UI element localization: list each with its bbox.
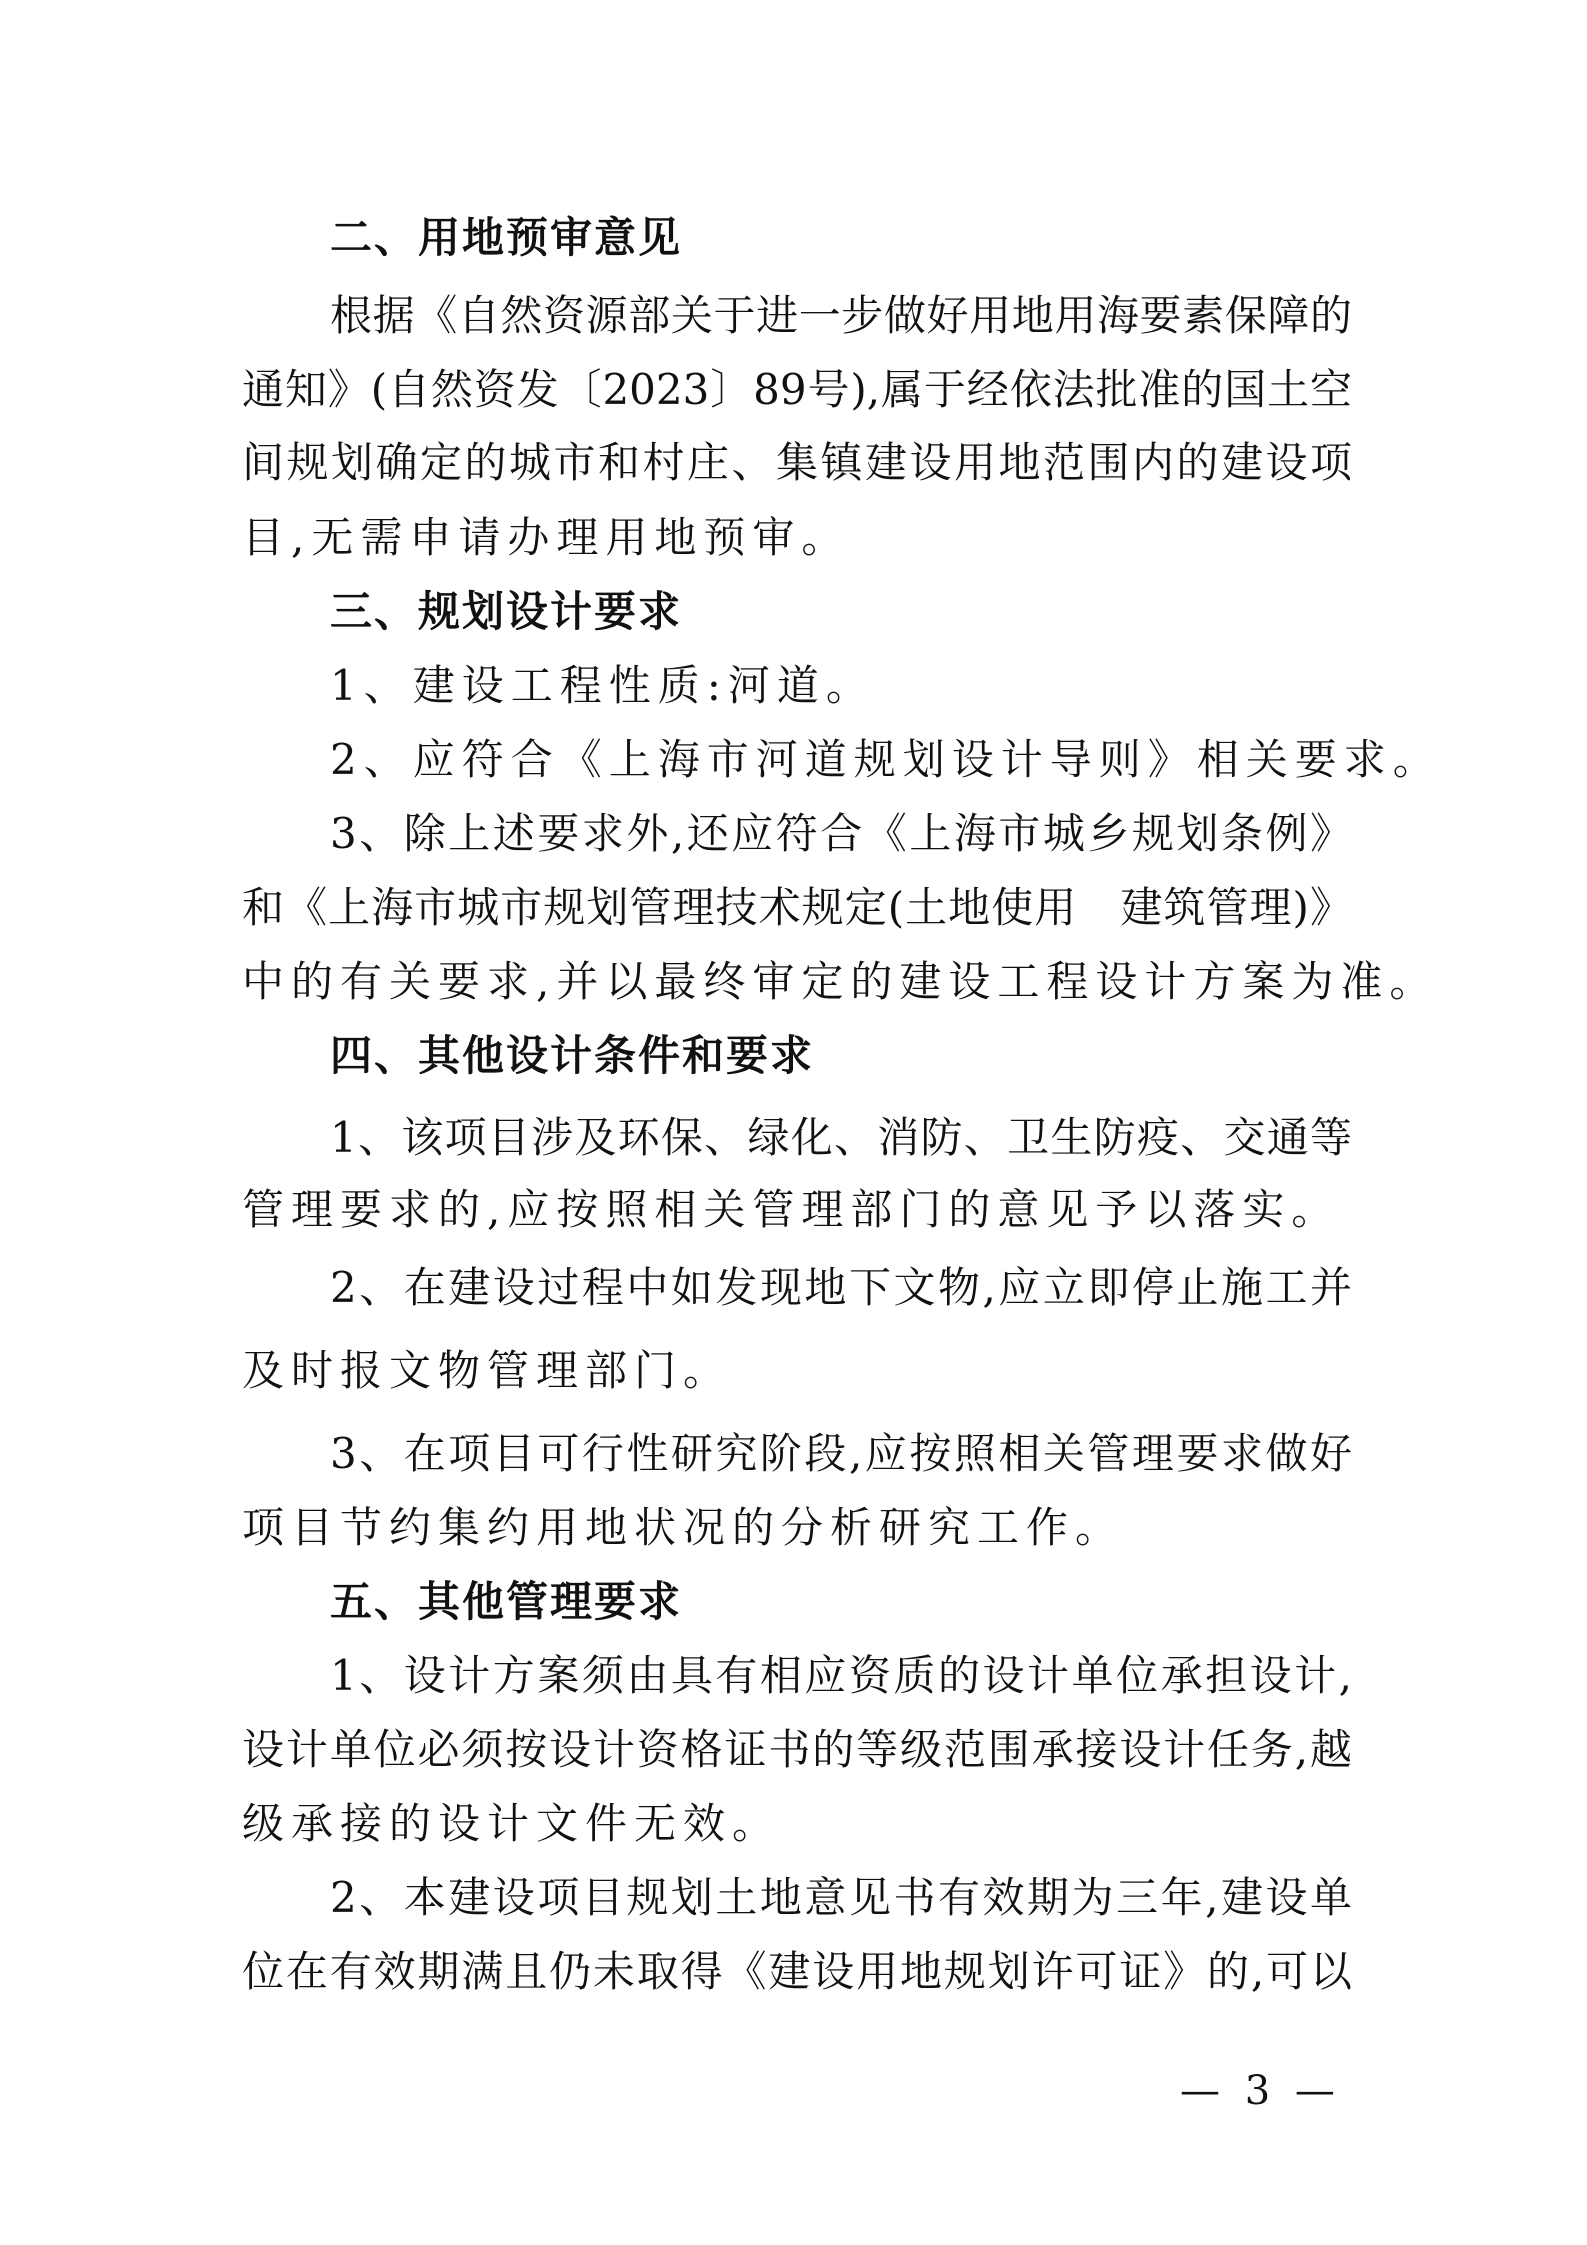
section-heading-other-management: 五、其他管理要求 (330, 1577, 683, 1626)
paragraph-line: 1、设计方案须由具有相应资质的设计单位承担设计, (330, 1651, 1352, 1700)
paragraph-line: 3、在项目可行性研究阶段,应按照相关管理要求做好 (330, 1429, 1352, 1478)
paragraph-line: 间规划确定的城市和村庄、集镇建设用地范围内的建设项 (242, 438, 1352, 487)
paragraph-line: 中的有关要求,并以最终审定的建设工程设计方案为准。 (242, 957, 1439, 1006)
paragraph-line: 1、建设工程性质:河道。 (330, 661, 875, 710)
paragraph-line: 根据《自然资源部关于进一步做好用地用海要素保障的 (330, 291, 1352, 340)
paragraph-line: 管理要求的,应按照相关管理部门的意见予以落实。 (242, 1185, 1341, 1234)
paragraph-line: 级承接的设计文件无效。 (242, 1799, 782, 1848)
paragraph-line: 设计单位必须按设计资格证书的等级范围承接设计任务,越 (242, 1725, 1352, 1774)
paragraph-line: 1、该项目涉及环保、绿化、消防、卫生防疫、交通等 (330, 1113, 1352, 1162)
page-number: — 3 — (1180, 2068, 1341, 2114)
paragraph-line: 位在有效期满且仍未取得《建设用地规划许可证》的,可以 (242, 1947, 1352, 1996)
paragraph-line: 3、除上述要求外,还应符合《上海市城乡规划条例》 (330, 809, 1352, 858)
paragraph-line: 2、在建设过程中如发现地下文物,应立即停止施工并 (330, 1263, 1352, 1312)
section-heading-land-pre-review: 二、用地预审意见 (330, 213, 683, 262)
paragraph-line: 2、应符合《上海市河道规划设计导则》相关要求。 (330, 735, 1442, 784)
section-heading-planning-design: 三、规划设计要求 (330, 587, 683, 636)
paragraph-line: 和《上海市城市规划管理技术规定(土地使用 建筑管理)》 (242, 883, 1352, 932)
section-heading-other-design-conditions: 四、其他设计条件和要求 (330, 1031, 815, 1080)
paragraph-line: 项目节约集约用地状况的分析研究工作。 (242, 1503, 1125, 1552)
paragraph-line: 目,无需申请办理用地预审。 (242, 513, 851, 562)
paragraph-line: 通知》(自然资发〔2023〕89号),属于经依法批准的国土空 (242, 365, 1352, 414)
paragraph-line: 及时报文物管理部门。 (242, 1346, 733, 1395)
paragraph-line: 2、本建设项目规划土地意见书有效期为三年,建设单 (330, 1873, 1352, 1922)
